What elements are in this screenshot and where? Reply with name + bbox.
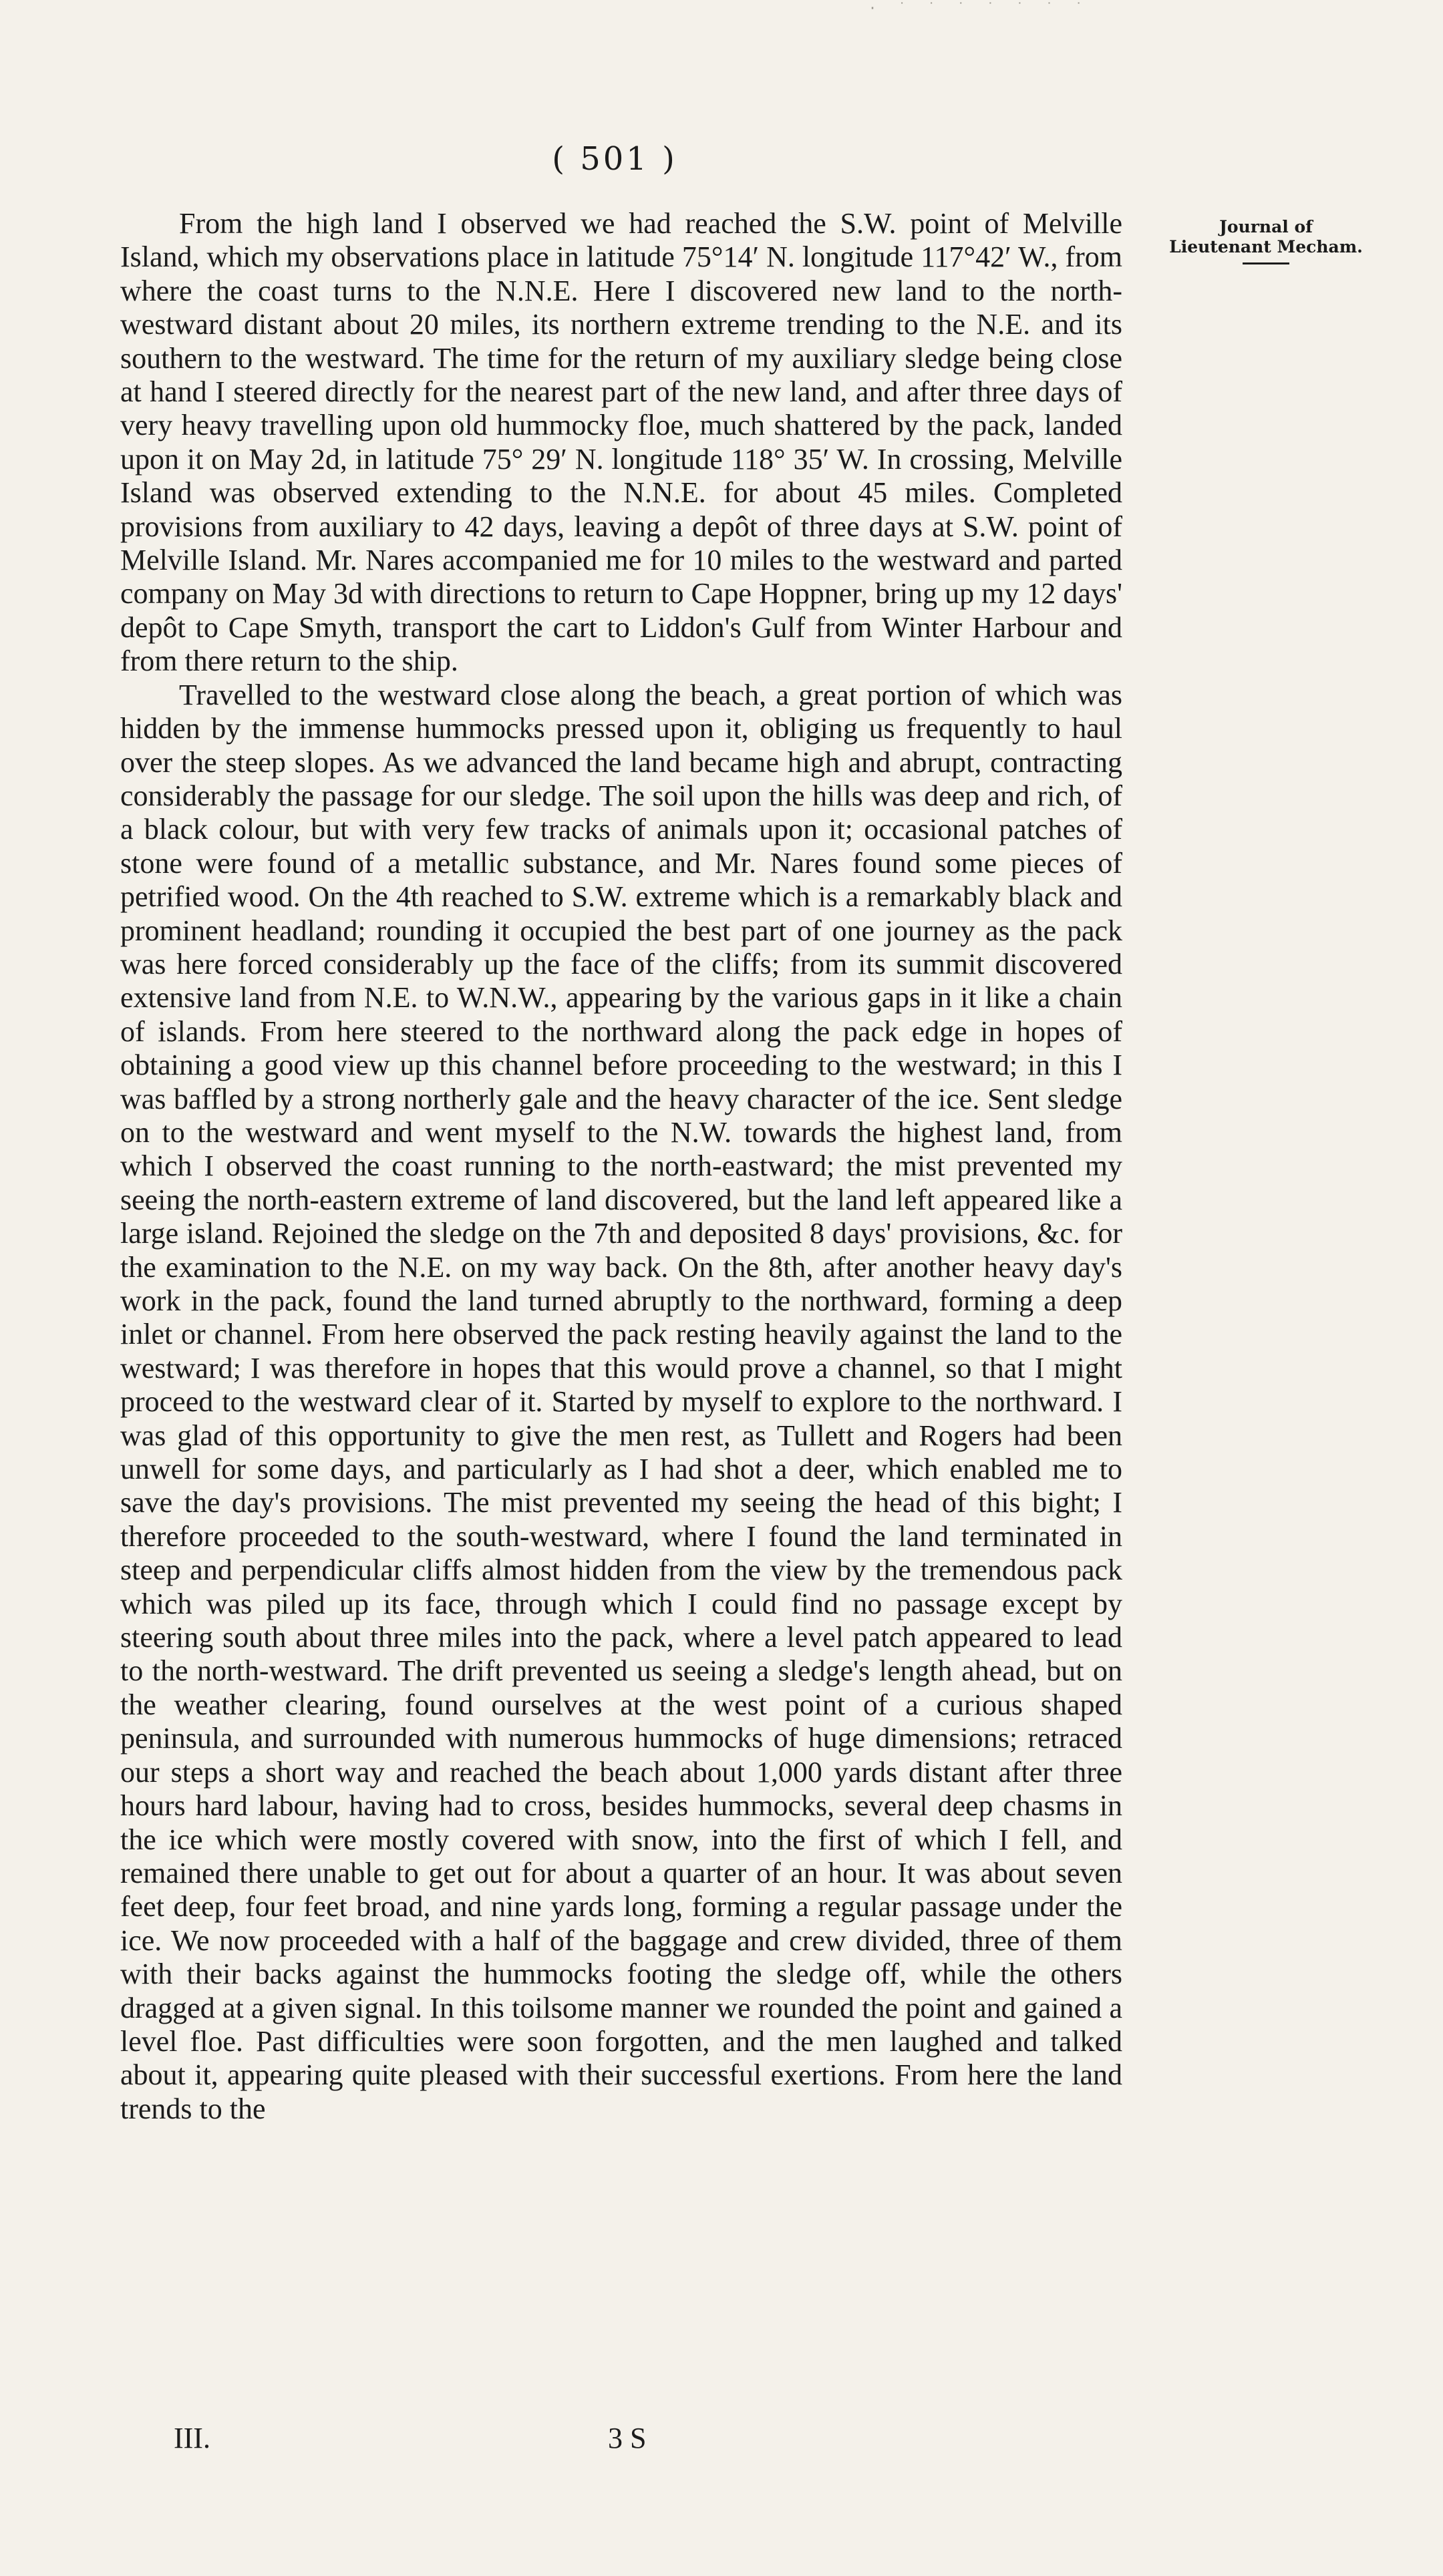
margin-note	[1166, 217, 1366, 264]
margin-note-line-2: Lieutenant Mecham.	[1169, 237, 1363, 256]
margin-note-line-1: Journal of	[1219, 217, 1313, 236]
body-text	[120, 207, 1122, 2126]
signature-mark: 3 S	[608, 2422, 647, 2454]
margin-note-rule	[1243, 262, 1289, 264]
paragraph-2: Travelled to the westward close along the beach, a great portion of which was hidden by the immense hummocks pressed upon it, obliging us frequently to haul over the steep slopes. As we advanced the land became high and abrupt, contracting considerably the passage for our sledge. The soil upon the hills was deep and rich, of a black colour, but with very few tracks of animals upon it; occasional patches of stone were found of a metallic substance, and Mr. Nares found some pieces of petrified wood. On the 4th reached to S.W. extreme which is a remarkably black and prominent headland; rounding it occupied the best part of one journey as the pack was here forced considerably up the face of the cliffs; from its summit discovered extensive land from N.E. to W.N.W., appearing by the various gaps in it like a chain of islands. From here steered to the northward along the pack edge in hopes of obtaining a good view up this channel before proceeding to the westward; in this I was baffled by a strong northerly gale and the heavy character of the ice. Sent sledge on to the westward and went myself to the N.W. towards the highest land, from which I observed the coast running to the north-eastward; the mist prevented my seeing the north-eastern extreme of land discovered, but the land left appeared like a large island. Rejoined the sledge on the 7th and deposited 8 days' provisions, &c. for the examination to the N.E. on my way back. On the 8th, after another heavy day's work in the pack, found the land turned abruptly to the northward, forming a deep inlet or channel. From here observed the pack resting heavily against the land to the westward; I was therefore in hopes that this would prove a channel, so that I might proceed to the westward clear of it. Started by myself to explore to the northward. I was glad of this opportunity to give the men rest, as Tullett and Rogers had been unwell for some days, and particularly as I had shot a deer, which enabled me to save the day's provisions. The mist prevented my seeing the head of this bight; I therefore proceeded to the south-westward, where I found the land terminated in steep and perpendicular cliffs almost hidden from the view by the tremendous pack which was piled up its face, through which I could find no passage except by steering south about three miles into the pack, where a level patch appeared to lead to the north-westward. The drift prevented us seeing a sledge's length ahead, but on the weather clearing, found ourselves at the west point of a curious shaped peninsula, and surrounded with numerous hummocks of huge dimensions; retraced our steps a short way and reached the beach about 1,000 yards distant after three hours hard labour, having had to cross, besides hummocks, several deep chasms in the ice which were mostly covered with snow, into the first of which I fell, and remained there unable to get out for about a quarter of an hour. It was about seven feet deep, four feet broad, and nine yards long, forming a regular passage under the ice. We now proceeded with a half of the baggage and crew divided, three of them with their backs against the hummocks footing the sledge off, while the others dragged at a given signal. In this toilsome manner we rounded the point and gained a level floe. Past difficulties were soon forgotten, and the men laughed and talked about it, appearing quite pleased with their successful exertions. From here the land trends to the	[120, 678, 1122, 2125]
paragraph-1: From the high land I observed we had reached the S.W. point of Melville Island, which my observations place in latitude 75°14′ N. longitude 117°42′ W., from where the coast turns to the N.N.E. Here I discovered new land to the north-westward distant about 20 miles, its northern extreme trending to the N.E. and its southern to the westward. The time for the return of my auxiliary sledge being close at hand I steered directly for the nearest part of the new land, and after three days of very heavy travelling upon old hummocky floe, much shattered by the pack, landed upon it on May 2d, in latitude 75° 29′ N. longitude 118° 35′ W. In crossing, Melville Island was observed extending to the N.N.E. for about 45 miles. Completed provisions from auxiliary to 42 days, leaving a depôt of three days at S.W. point of Melville Island. Mr. Nares accompanied me for 10 miles to the westward and parted company on May 3d with directions to return to Cape Hoppner, bring up my 12 days' depôt to Cape Smyth, transport the cart to Liddon's Gulf from Winter Harbour and from there return to the ship.	[120, 207, 1122, 678]
page-number: ( 501 )	[552, 140, 677, 178]
signature-roman-numeral: III.	[174, 2422, 210, 2454]
page-edge-marks: · ˙ ˙ ˙ ˙ ˙ ˙ ˙	[868, 0, 1090, 16]
